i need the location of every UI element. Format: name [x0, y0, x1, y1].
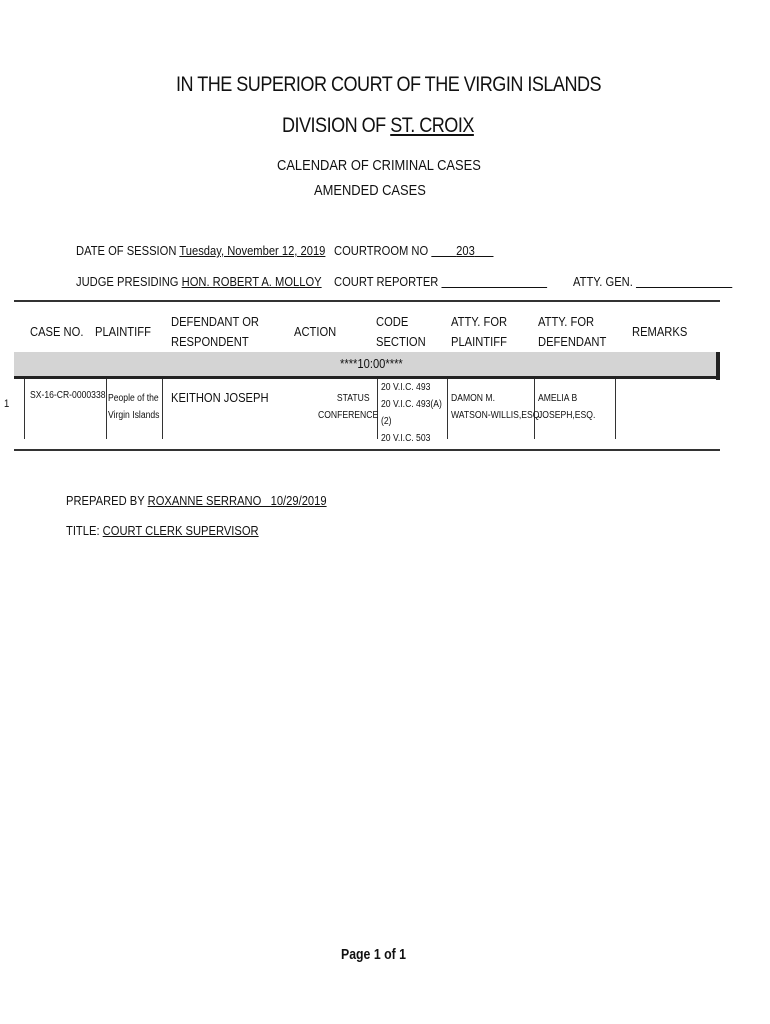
header-atty-defendant-line2: DEFENDANT: [538, 334, 607, 349]
header-plaintiff: PLAINTIFF: [95, 324, 151, 339]
row-plaintiff-line1: People of the: [108, 393, 159, 404]
row-atty-plaintiff-line1: DAMON M.: [451, 393, 495, 404]
session-date: [76, 243, 325, 258]
court-reporter: [334, 274, 547, 289]
row-defendant: KEITHON JOSEPH: [171, 390, 269, 405]
table-top-rule: [14, 300, 720, 302]
row-divider: [106, 379, 107, 439]
time-slot: ****10:00****: [340, 356, 403, 371]
row-divider: [24, 379, 25, 439]
clerk-title: [66, 523, 259, 538]
header-action: ACTION: [294, 324, 337, 339]
judge-presiding: [76, 274, 322, 289]
atty-gen-label: ATTY. GEN.: [573, 274, 633, 289]
header-remarks: REMARKS: [632, 324, 688, 339]
atty-gen: [573, 274, 732, 289]
row-divider: [615, 379, 616, 439]
courtroom-value: 203: [456, 243, 475, 258]
row-atty-plaintiff-line2: WATSON-WILLIS,ESQ.: [451, 410, 542, 421]
table-bottom-rule: [14, 449, 720, 451]
header-atty-plaintiff-line2: PLAINTIFF: [451, 334, 507, 349]
reporter-label: COURT REPORTER: [334, 274, 439, 289]
page-number: Page 1 of 1: [341, 946, 406, 963]
header-atty-defendant: [538, 312, 606, 352]
session-date-value: Tuesday, November 12, 2019: [179, 243, 326, 258]
header-code-line2: SECTION: [376, 334, 426, 349]
calendar-title: CALENDAR OF CRIMINAL CASES: [277, 157, 481, 174]
row-number: 1: [4, 398, 10, 410]
division-line: [282, 114, 474, 138]
header-defendant-line2: RESPONDENT: [171, 334, 249, 349]
row-case-no: SX-16-CR-0000338: [30, 390, 106, 401]
judge-value: HON. ROBERT A. MOLLOY: [181, 274, 322, 289]
title-value: COURT CLERK SUPERVISOR: [102, 523, 259, 538]
judge-label: JUDGE PRESIDING: [76, 274, 179, 289]
row-action: [318, 390, 378, 424]
row-code-line3: (2): [381, 416, 392, 427]
row-code-line2: 20 V.I.C. 493(A): [381, 399, 442, 410]
row-atty-defendant-line2: JOSEPH,ESQ.: [538, 410, 596, 421]
header-case-no: CASE NO.: [30, 324, 84, 339]
row-code-line4: 20 V.I.C. 503: [381, 433, 431, 444]
courtroom-label: COURTROOM NO: [334, 243, 429, 258]
session-date-label: DATE OF SESSION: [76, 243, 177, 258]
prepared-by: [66, 493, 327, 508]
row-code-section: [381, 379, 442, 447]
courtroom-no: [334, 243, 493, 258]
division-prefix: DIVISION OF: [282, 114, 391, 137]
row-plaintiff: [108, 390, 159, 424]
row-code-line1: 20 V.I.C. 493: [381, 382, 431, 393]
calendar-subtitle: AMENDED CASES: [314, 182, 426, 199]
header-atty-defendant-line1: ATTY. FOR: [538, 314, 595, 329]
header-atty-plaintiff-line1: ATTY. FOR: [451, 314, 508, 329]
prepared-value: ROXANNE SERRANO 10/29/2019: [147, 493, 327, 508]
row-action-line2: CONFERENCE: [318, 410, 379, 421]
title-label: TITLE:: [66, 523, 100, 538]
row-atty-defendant: [538, 390, 595, 424]
row-plaintiff-line2: Virgin Islands: [108, 410, 160, 421]
prepared-label: PREPARED BY: [66, 493, 145, 508]
row-divider: [447, 379, 448, 439]
header-code-line1: CODE: [376, 314, 409, 329]
header-atty-plaintiff: [451, 312, 507, 352]
header-defendant-line1: DEFENDANT OR: [171, 314, 260, 329]
row-atty-plaintiff: [451, 390, 542, 424]
header-code-section: [376, 312, 426, 352]
row-atty-defendant-line1: AMELIA B: [538, 393, 578, 404]
row-divider: [162, 379, 163, 439]
header-defendant: [171, 312, 259, 352]
row-action-line1: STATUS: [336, 393, 370, 404]
division-name: ST. CROIX: [390, 114, 474, 137]
court-title-text: IN THE SUPERIOR COURT OF THE VIRGIN ISLANDS: [176, 73, 602, 96]
